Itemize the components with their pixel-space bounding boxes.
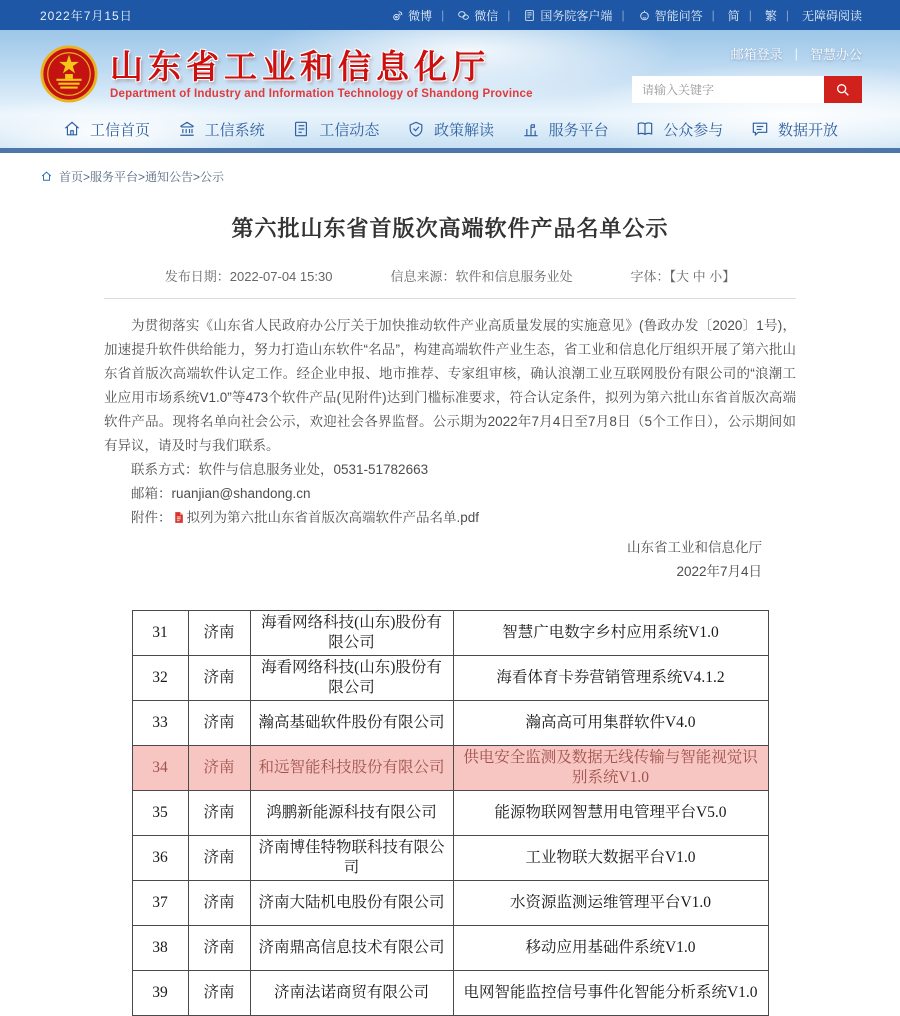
product-cell: 电网智能监控信号事件化智能分析系统V1.0 bbox=[453, 971, 768, 1016]
company-cell: 海看网络科技(山东)股份有限公司 bbox=[250, 611, 453, 656]
company-cell: 海看网络科技(山东)股份有限公司 bbox=[250, 656, 453, 701]
site-header bbox=[0, 30, 900, 148]
city-cell: 济南 bbox=[188, 926, 250, 971]
city-cell: 济南 bbox=[188, 746, 250, 791]
table-row bbox=[132, 836, 768, 881]
city-cell: 济南 bbox=[188, 791, 250, 836]
software-product-table bbox=[132, 610, 769, 1016]
product-cell: 供电安全监测及数据无线传输与智能视觉识别系统V1.0 bbox=[453, 746, 768, 791]
table-row bbox=[132, 701, 768, 746]
site-subtitle-en: Department of Industry and Information Technology of Shandong Province bbox=[110, 87, 533, 100]
company-cell: 济南法诺商贸有限公司 bbox=[250, 971, 453, 1016]
company-cell: 瀚高基础软件股份有限公司 bbox=[250, 701, 453, 746]
table-row bbox=[132, 791, 768, 836]
home-icon bbox=[40, 170, 53, 183]
table-row bbox=[132, 656, 768, 701]
mail-login-link[interactable]: 邮箱登录 bbox=[730, 47, 783, 62]
header-quick-links bbox=[731, 44, 862, 63]
book-icon bbox=[635, 119, 655, 139]
nav-item-policy[interactable]: 政策解读 bbox=[406, 119, 494, 140]
nav-item-home[interactable]: 工信首页 bbox=[62, 119, 150, 140]
city-cell: 济南 bbox=[188, 971, 250, 1016]
row-number-cell: 39 bbox=[132, 971, 188, 1016]
company-cell: 济南博佳特物联科技有限公司 bbox=[250, 836, 453, 881]
signature-date: 2022年7月4日 bbox=[676, 564, 762, 579]
product-cell: 海看体育卡券营销管理系统V4.1.2 bbox=[453, 656, 768, 701]
table-row bbox=[132, 971, 768, 1016]
table-row-highlighted bbox=[132, 746, 768, 791]
company-cell: 济南鼎高信息技术有限公司 bbox=[250, 926, 453, 971]
table-row bbox=[132, 881, 768, 926]
row-number-cell: 36 bbox=[132, 836, 188, 881]
document-icon bbox=[291, 119, 311, 139]
traditional-chinese-link[interactable]: | 繁 bbox=[740, 7, 777, 24]
site-search bbox=[632, 76, 862, 103]
quick-link-divider: | bbox=[794, 46, 798, 61]
qa-icon bbox=[638, 9, 651, 22]
weibo-icon bbox=[391, 9, 404, 22]
row-number-cell: 38 bbox=[132, 926, 188, 971]
attachment-link[interactable]: 拟列为第六批山东省首版次高端软件产品名单.pdf bbox=[186, 510, 480, 525]
article-body bbox=[104, 314, 796, 530]
accessibility-link[interactable]: | 无障碍阅读 bbox=[777, 7, 862, 24]
row-number-cell: 34 bbox=[132, 746, 188, 791]
company-cell: 济南大陆机电股份有限公司 bbox=[250, 881, 453, 926]
search-input[interactable] bbox=[632, 76, 824, 103]
site-brand[interactable] bbox=[40, 30, 533, 110]
font-size-control bbox=[630, 266, 735, 285]
product-cell: 能源物联网智慧用电管理平台V5.0 bbox=[453, 791, 768, 836]
table-row bbox=[132, 926, 768, 971]
company-cell: 鸿鹏新能源科技有限公司 bbox=[250, 791, 453, 836]
simplified-chinese-link[interactable]: | 简 bbox=[703, 7, 740, 24]
nav-item-participation[interactable]: 公众参与 bbox=[635, 119, 723, 140]
breadcrumb[interactable] bbox=[40, 168, 900, 185]
company-cell: 和远智能科技股份有限公司 bbox=[250, 746, 453, 791]
wechat-link[interactable]: | 微信 bbox=[432, 7, 498, 24]
city-cell: 济南 bbox=[188, 881, 250, 926]
city-cell: 济南 bbox=[188, 656, 250, 701]
attachment-label: 附件： bbox=[131, 510, 172, 525]
paragraph: 为贯彻落实《山东省人民政府办公厅关于加快推动软件产业高质量发展的实施意见》(鲁政办发〔2020〕1号)，加速提升软件供给能力，努力打造山东软件“名品”，构建高端软件产业生态，省工业和信息化厅组织开展了第六批山东省首版次高端软件认定工作。经企业申报、地市推荐、专家组审核，确认浪潮工业互联网股份有限公司的“浪潮工业应用市场系统V1.0”等473个软件产品(见附件)达到门槛标准要求，符合认定条件，拟列为第六批山东省首版次高端软件产品。现将名单向社会公示，欢迎社会各界监督。公示期为2022年7月4日至7月8日（5个工作日），公示期间如有异议，请及时与我们联系。 bbox=[104, 318, 796, 453]
nav-item-service[interactable]: 服务平台 bbox=[521, 119, 609, 140]
top-utility-bar bbox=[0, 0, 900, 30]
nav-item-news[interactable]: 工信动态 bbox=[291, 119, 379, 140]
city-cell: 济南 bbox=[188, 701, 250, 746]
table-row bbox=[132, 611, 768, 656]
product-cell: 智慧广电数字乡村应用系统V1.0 bbox=[453, 611, 768, 656]
signature-org: 山东省工业和信息化厅 bbox=[627, 540, 762, 555]
email-line: 邮箱：ruanjian@shandong.cn bbox=[131, 486, 311, 501]
row-number-cell: 33 bbox=[132, 701, 188, 746]
home-icon bbox=[62, 119, 82, 139]
weibo-link[interactable]: 微博 bbox=[391, 7, 432, 24]
product-cell: 移动应用基础件系统V1.0 bbox=[453, 926, 768, 971]
wechat-icon bbox=[457, 9, 470, 22]
speech-bubble-icon bbox=[750, 119, 770, 139]
product-cell: 工业物联大数据平台V1.0 bbox=[453, 836, 768, 881]
product-cell: 瀚高高可用集群软件V4.0 bbox=[453, 701, 768, 746]
info-source: 信息来源：软件和信息服务业处 bbox=[390, 269, 573, 284]
row-number-cell: 37 bbox=[132, 881, 188, 926]
city-cell: 济南 bbox=[188, 836, 250, 881]
row-number-cell: 31 bbox=[132, 611, 188, 656]
gov-client-link[interactable]: | 国务院客户端 bbox=[498, 7, 612, 24]
gov-client-icon bbox=[523, 9, 536, 22]
article-meta bbox=[104, 266, 796, 299]
bank-icon bbox=[177, 119, 197, 139]
utility-links bbox=[391, 7, 862, 24]
publish-date: 发布日期：2022-07-04 15:30 bbox=[164, 269, 333, 284]
font-size-label: 字体： bbox=[630, 269, 670, 284]
breadcrumb-path: 首页>服务平台>通知公告>公示 bbox=[59, 170, 225, 184]
shield-icon bbox=[406, 119, 426, 139]
article bbox=[104, 212, 796, 1016]
font-size-options[interactable]: 【大 中 小】 bbox=[669, 269, 736, 284]
row-number-cell: 35 bbox=[132, 791, 188, 836]
signature-block bbox=[104, 536, 796, 584]
national-emblem-logo bbox=[40, 45, 98, 103]
smart-qa-link[interactable]: | 智能问答 bbox=[612, 7, 702, 24]
pdf-file-icon bbox=[172, 511, 185, 524]
city-cell: 济南 bbox=[188, 611, 250, 656]
smart-office-link[interactable]: 智慧办公 bbox=[809, 47, 862, 62]
search-icon bbox=[835, 82, 851, 98]
attachment-line bbox=[104, 506, 796, 530]
chart-icon bbox=[521, 119, 541, 139]
site-title: 山东省工业和信息化厅 bbox=[110, 47, 490, 85]
page-title: 第六批山东省首版次高端软件产品名单公示 bbox=[231, 216, 669, 241]
nav-item-open-data[interactable]: 数据开放 bbox=[750, 119, 838, 140]
contact-line: 联系方式：软件与信息服务业处，0531-51782663 bbox=[131, 462, 429, 477]
product-cell: 水资源监测运维管理平台V1.0 bbox=[453, 881, 768, 926]
main-nav bbox=[0, 110, 900, 148]
nav-divider-bar bbox=[0, 148, 900, 153]
search-button[interactable] bbox=[824, 76, 862, 103]
nav-item-system[interactable]: 工信系统 bbox=[177, 119, 265, 140]
current-date: 2022年7月15日 bbox=[40, 8, 133, 23]
row-number-cell: 32 bbox=[132, 656, 188, 701]
